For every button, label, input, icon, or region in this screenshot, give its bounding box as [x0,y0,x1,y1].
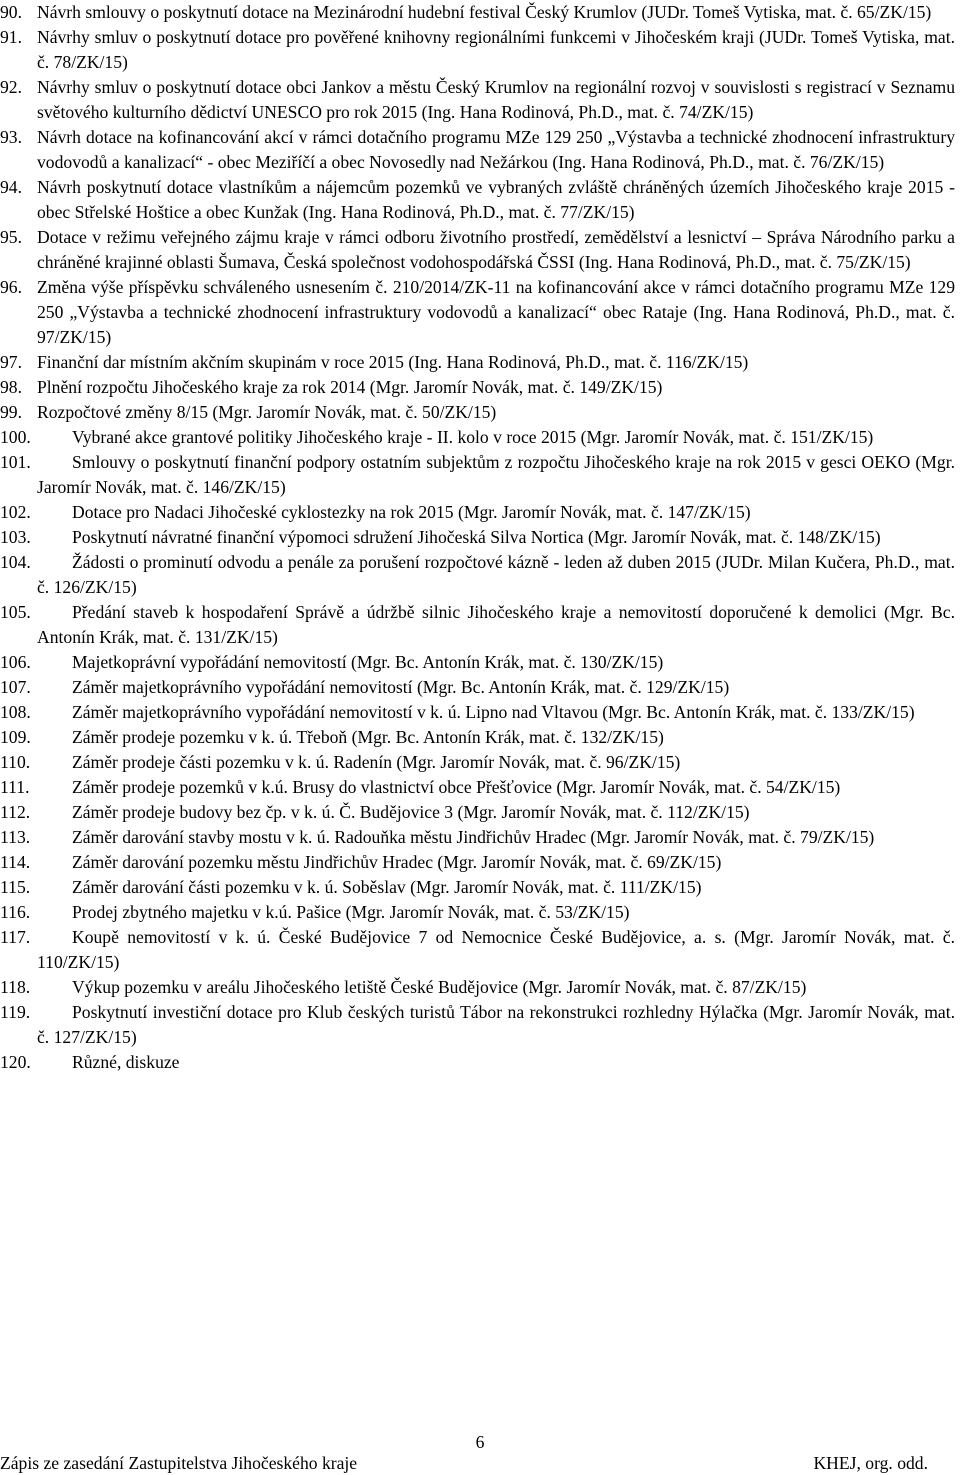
agenda-item-text: Záměr darování části pozemku v k. ú. Soběslav (Mgr. Jaromír Novák, mat. č. 111/ZK/15) [72,877,702,897]
agenda-item-number: 116. [0,902,31,922]
agenda-item [0,225,955,275]
agenda-item-number: 107. [0,677,31,697]
agenda-item-number: 99. [0,402,22,422]
agenda-item [0,850,955,875]
agenda-item [0,425,955,450]
agenda-item-text: Prodej zbytného majetku v k.ú. Pašice (Mgr. Jaromír Novák, mat. č. 53/ZK/15) [72,902,630,922]
agenda-item [0,350,955,375]
agenda-item-text: Majetkoprávní vypořádání nemovitostí (Mgr. Bc. Antonín Krák, mat. č. 130/ZK/15) [72,652,664,672]
agenda-item [0,550,955,600]
agenda-item-text: Záměr darování pozemku městu Jindřichův Hradec (Mgr. Jaromír Novák, mat. č. 69/ZK/15) [72,852,722,872]
agenda-item [0,725,955,750]
agenda-item [0,775,955,800]
agenda-item-text: Návrh smlouvy o poskytnutí dotace na Mezinárodní hudební festival Český Krumlov (JUDr. Tomeš Vytiska, mat. č. 65/ZK/15) [37,2,932,22]
agenda-item-text: Záměr prodeje budovy bez čp. v k. ú. Č. Budějovice 3 (Mgr. Jaromír Novák, mat. č. 112/ZK/15) [72,802,750,822]
agenda-item-number: 119. [0,1002,31,1022]
agenda-item-number: 103. [0,527,31,547]
agenda-item [0,400,955,425]
agenda-item [0,450,955,500]
agenda-item [0,525,955,550]
footer-document-title: Zápis ze zasedání Zastupitelstva Jihočeského kraje [0,1453,358,1473]
agenda-item [0,1000,955,1050]
agenda-item-number: 94. [0,177,22,197]
agenda-item-number: 110. [0,752,31,772]
agenda-item-number: 104. [0,552,31,572]
agenda-item-text: Záměr prodeje pozemku v k. ú. Třeboň (Mgr. Bc. Antonín Krák, mat. č. 132/ZK/15) [72,727,664,747]
agenda-item [0,650,955,675]
agenda-item-text: Koupě nemovitostí v k. ú. České Budějovice 7 od Nemocnice České Budějovice, a. s. (Mgr. Jaromír Novák, mat. č. 110/ZK/15) [37,927,955,972]
agenda-item-number: 90. [0,2,22,22]
agenda-item-text: Návrhy smluv o poskytnutí dotace pro pověřené knihovny regionálními funkcemi v Jihočeském kraji (JUDr. Tomeš Vytiska, mat. č. 78/ZK/15) [37,27,955,72]
agenda-item-text: Plnění rozpočtu Jihočeského kraje za rok 2014 (Mgr. Jaromír Novák, mat. č. 149/ZK/15) [37,377,663,397]
agenda-item-text: Rozpočtové změny 8/15 (Mgr. Jaromír Novák, mat. č. 50/ZK/15) [37,402,497,422]
agenda-item-number: 111. [0,777,30,797]
agenda-item-number: 100. [0,427,31,447]
agenda-item-text: Finanční dar místním akčním skupinám v roce 2015 (Ing. Hana Rodinová, Ph.D., mat. č. 116/ZK/15) [37,352,749,372]
agenda-item-text: Žádosti o prominutí odvodu a penále za porušení rozpočtové kázně - leden až duben 2015 (JUDr. Milan Kučera, Ph.D., mat. č. 126/ZK/15) [37,552,955,597]
agenda-item-text: Záměr prodeje části pozemku v k. ú. Radenín (Mgr. Jaromír Novák, mat. č. 96/ZK/15) [72,752,681,772]
agenda-item-text: Dotace v režimu veřejného zájmu kraje v rámci odboru životního prostředí, zemědělství a lesnictví – Správa Národního parku a chráněné krajinné oblasti Šumava, Česká společnost vodohospodářská ČSSI (Ing. Hana Rodinová, Ph.D., mat. č. 75/ZK/15) [37,227,955,272]
agenda-item [0,75,955,125]
agenda-item-text: Návrh dotace na kofinancování akcí v rámci dotačního programu MZe 129 250 „Výstavba a technické zhodnocení infrastruktury vodovodů a kanalizací“ - obec Meziříčí a obec Novosedly nad Nežárkou (Ing. Hana Rodinová, Ph.D., mat. č. 76/ZK/15) [37,127,955,172]
agenda-item [0,825,955,850]
agenda-item [0,675,955,700]
agenda-item [0,700,955,725]
agenda-item-number: 91. [0,27,22,47]
agenda-item-text: Poskytnutí návratné finanční výpomoci sdružení Jihočeská Silva Nortica (Mgr. Jaromír Novák, mat. č. 148/ZK/15) [72,527,881,547]
agenda-item-text: Záměr majetkoprávního vypořádání nemovitostí (Mgr. Bc. Antonín Krák, mat. č. 129/ZK/15) [72,677,730,697]
agenda-item-number: 115. [0,877,31,897]
agenda-item-text: Záměr darování stavby mostu v k. ú. Radouňka městu Jindřichův Hradec (Mgr. Jaromír Novák, mat. č. 79/ZK/15) [72,827,875,847]
agenda-item-number: 93. [0,127,22,147]
agenda-item-text: Různé, diskuze [72,1052,180,1072]
agenda-item [0,925,955,975]
agenda-item-number: 106. [0,652,31,672]
agenda-item-text: Záměr prodeje pozemků v k.ú. Brusy do vlastnictví obce Přešťovice (Mgr. Jaromír Novák, mat. č. 54/ZK/15) [72,777,841,797]
agenda-item-number: 97. [0,352,22,372]
agenda-item-number: 112. [0,802,31,822]
footer-department: KHEJ, org. odd. [813,1453,928,1473]
agenda-item-text: Výkup pozemku v areálu Jihočeského letiště České Budějovice (Mgr. Jaromír Novák, mat. č. 87/ZK/15) [72,977,807,997]
agenda-item-number: 101. [0,452,31,472]
agenda-item-text: Vybrané akce grantové politiky Jihočeského kraje - II. kolo v roce 2015 (Mgr. Jaromír Novák, mat. č. 151/ZK/15) [72,427,874,447]
agenda-item-text: Návrhy smluv o poskytnutí dotace obci Jankov a městu Český Krumlov na regionální rozvoj v souvislosti s registrací v Seznamu světového kulturního dědictví UNESCO pro rok 2015 (Ing. Hana Rodinová, Ph.D., mat. č. 74/ZK/15) [37,77,955,122]
agenda-item [0,975,955,1000]
agenda-item-number: 95. [0,227,22,247]
agenda-item-number: 114. [0,852,31,872]
agenda-item-number: 118. [0,977,31,997]
agenda-item [0,175,955,225]
agenda-item [0,875,955,900]
agenda-item [0,0,955,25]
agenda-item-text: Smlouvy o poskytnutí finanční podpory ostatním subjektům z rozpočtu Jihočeského kraje na rok 2015 v gesci OEKO (Mgr. Jaromír Novák, mat. č. 146/ZK/15) [37,452,955,497]
agenda-item-number: 108. [0,702,31,722]
agenda-item-number: 92. [0,77,22,97]
agenda-item-number: 96. [0,277,22,297]
agenda-item-number: 113. [0,827,31,847]
agenda-item-text: Dotace pro Nadaci Jihočeské cyklostezky na rok 2015 (Mgr. Jaromír Novák, mat. č. 147/ZK/15) [72,502,751,522]
agenda-item-text: Záměr majetkoprávního vypořádání nemovitostí v k. ú. Lipno nad Vltavou (Mgr. Bc. Antonín Krák, mat. č. 133/ZK/15) [72,702,915,722]
agenda-item [0,1050,955,1075]
agenda-item [0,900,955,925]
agenda-item-number: 117. [0,927,31,947]
agenda-item-number: 98. [0,377,22,397]
agenda-item-number: 109. [0,727,31,747]
agenda-item [0,600,955,650]
agenda-item [0,750,955,775]
agenda-item [0,800,955,825]
agenda-item-text: Změna výše příspěvku schváleného usnesením č. 210/2014/ZK-11 na kofinancování akce v rámci dotačního programu MZe 129 250 „Výstavba a technické zhodnocení infrastruktury vodovodů a kanalizací“ obec Rataje (Ing. Hana Rodinová, Ph.D., mat. č. 97/ZK/15) [37,277,955,347]
agenda-item [0,375,955,400]
agenda-item-text: Návrh poskytnutí dotace vlastníkům a nájemcům pozemků ve vybraných zvláště chráněných územích Jihočeského kraje 2015 - obec Střelské Hoštice a obec Kunžak (Ing. Hana Rodinová, Ph.D., mat. č. 77/ZK/15) [37,177,955,222]
agenda-item-number: 105. [0,602,31,622]
agenda-item [0,25,955,75]
agenda-item-number: 102. [0,502,31,522]
agenda-item [0,125,955,175]
page-number: 6 [475,1432,485,1452]
agenda-item [0,275,955,350]
agenda-item [0,500,955,525]
agenda-item-number: 120. [0,1052,31,1072]
agenda-item-text: Poskytnutí investiční dotace pro Klub českých turistů Tábor na rekonstrukci rozhledny Hýlačka (Mgr. Jaromír Novák, mat. č. 127/ZK/15) [37,1002,955,1047]
agenda-item-text: Předání staveb k hospodaření Správě a údržbě silnic Jihočeského kraje a nemovitostí doporučené k demolici (Mgr. Bc. Antonín Krák, mat. č. 131/ZK/15) [37,602,955,647]
